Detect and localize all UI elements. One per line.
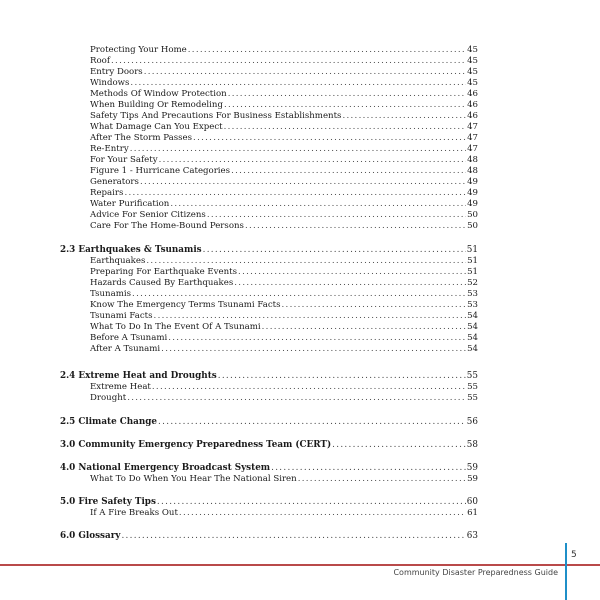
toc-entry-title: Repairs xyxy=(90,188,124,198)
toc-entry[interactable] xyxy=(90,508,478,519)
toc-entry-page: 55 xyxy=(467,382,478,392)
toc-entry-page: 51 xyxy=(466,245,478,255)
dot-leader xyxy=(342,111,466,122)
dot-leader xyxy=(234,278,466,289)
toc-entry-title: 2.4 Extreme Heat and Droughts xyxy=(60,371,217,381)
dot-leader xyxy=(158,417,466,428)
toc-entry[interactable] xyxy=(90,199,478,210)
toc-entry-page: 45 xyxy=(467,56,478,66)
toc-entry[interactable] xyxy=(90,177,478,188)
toc-entry[interactable] xyxy=(90,78,478,89)
toc-entry-title: 5.0 Fire Safety Tips xyxy=(60,497,156,507)
toc-entry-page: 47 xyxy=(467,133,478,143)
toc-entry[interactable] xyxy=(90,45,478,56)
toc-section-entry[interactable] xyxy=(60,371,478,382)
toc-entry-title: If A Fire Breaks Out xyxy=(90,508,178,518)
dot-leader xyxy=(152,382,466,393)
toc-entry-title: Extreme Heat xyxy=(90,382,151,392)
toc-entry-title: 3.0 Community Emergency Preparedness Team (CERT) xyxy=(60,440,332,450)
dot-leader xyxy=(130,144,466,155)
toc-entry-page: 50 xyxy=(467,221,478,231)
dot-leader xyxy=(245,221,466,232)
toc-entry-title: Methods Of Window Protection xyxy=(90,89,227,99)
toc-entry-page: 55 xyxy=(467,393,478,403)
dot-leader xyxy=(146,256,466,267)
dot-leader xyxy=(161,344,466,355)
dot-leader xyxy=(193,133,466,144)
page-number: 5 xyxy=(571,550,577,560)
toc-entry-title: Tsunamis xyxy=(90,289,132,299)
dot-leader xyxy=(179,508,466,519)
toc-entry-page: 49 xyxy=(467,177,478,187)
toc-entry-title: Before A Tsunami xyxy=(90,333,168,343)
toc-entry-page: 52 xyxy=(467,278,478,288)
toc-entry-title: Water Purification xyxy=(90,199,170,209)
dot-leader xyxy=(282,300,467,311)
dot-leader xyxy=(188,45,466,56)
toc-section-entry[interactable] xyxy=(60,440,478,451)
toc-entry[interactable] xyxy=(90,144,478,155)
dot-leader xyxy=(144,67,466,78)
toc-entry-title: 6.0 Glossary xyxy=(60,531,121,541)
toc-entry-page: 46 xyxy=(467,111,478,121)
toc-entry-title: Earthquakes xyxy=(90,256,146,266)
dot-leader xyxy=(224,100,466,111)
toc-entry-title: Safety Tips And Precautions For Business Establishments xyxy=(90,111,342,121)
toc-entry-page: 61 xyxy=(467,508,478,518)
toc-entry-page: 46 xyxy=(467,89,478,99)
toc-entry[interactable] xyxy=(90,333,478,344)
toc-entry-title: For Your Safety xyxy=(90,155,158,165)
dot-leader xyxy=(298,474,466,485)
toc-entry-title: What To Do In The Event Of A Tsunami xyxy=(90,322,261,332)
toc-section-entry[interactable] xyxy=(60,497,478,508)
toc-entry-title: After The Storm Passes xyxy=(90,133,193,143)
toc-entry[interactable] xyxy=(90,382,478,393)
toc-entry-page: 59 xyxy=(466,463,478,473)
dot-leader xyxy=(121,531,465,542)
dot-leader xyxy=(157,497,466,508)
toc-entry[interactable] xyxy=(90,122,478,133)
footer-rule xyxy=(0,564,600,566)
toc-entry-title: After A Tsunami xyxy=(90,344,161,354)
toc-section-entry[interactable] xyxy=(60,463,478,474)
toc-entry[interactable] xyxy=(90,322,478,333)
dot-leader xyxy=(140,177,466,188)
dot-leader xyxy=(127,393,466,404)
toc-entry[interactable] xyxy=(90,133,478,144)
toc-entry-page: 54 xyxy=(467,311,478,321)
toc-entry-page: 48 xyxy=(467,166,478,176)
toc-entry-page: 53 xyxy=(467,300,478,310)
dot-leader xyxy=(111,56,466,67)
toc-entry-page: 48 xyxy=(467,155,478,165)
toc-entry-page: 45 xyxy=(467,67,478,77)
toc-entry-title: 4.0 National Emergency Broadcast System xyxy=(60,463,271,473)
footer-document-title: Community Disaster Preparedness Guide xyxy=(393,568,558,577)
dot-leader xyxy=(231,166,466,177)
toc-entry[interactable] xyxy=(90,256,478,267)
dot-leader xyxy=(224,122,466,133)
toc-entry-title: Generators xyxy=(90,177,139,187)
toc-entry[interactable] xyxy=(90,166,478,177)
toc-entry-title: Know The Emergency Terms Tsunami Facts xyxy=(90,300,281,310)
dot-leader xyxy=(332,440,466,451)
toc-entry-title: Windows xyxy=(90,78,130,88)
toc-entry-page: 51 xyxy=(467,256,478,266)
toc-entry-title: What To Do When You Hear The National Siren xyxy=(90,474,297,484)
toc-entry-page: 49 xyxy=(467,199,478,209)
dot-leader xyxy=(228,89,466,100)
toc-entry-title: Drought xyxy=(90,393,127,403)
dot-leader xyxy=(218,371,466,382)
toc-entry-page: 53 xyxy=(467,289,478,299)
toc-entry[interactable] xyxy=(90,67,478,78)
toc-entry-title: Preparing For Earthquake Events xyxy=(90,267,238,277)
toc-entry-page: 47 xyxy=(467,122,478,132)
toc-entry-title: Hazards Caused By Earthquakes xyxy=(90,278,234,288)
toc-entry[interactable] xyxy=(90,289,478,300)
dot-leader xyxy=(262,322,466,333)
toc-entry-page: 54 xyxy=(467,333,478,343)
toc-entry-page: 50 xyxy=(467,210,478,220)
toc-entry[interactable] xyxy=(90,278,478,289)
toc-entry-page: 54 xyxy=(467,322,478,332)
toc-entry[interactable] xyxy=(90,344,478,355)
toc-entry-title: 2.5 Climate Change xyxy=(60,417,158,427)
toc-entry-title: Roof xyxy=(90,56,110,66)
toc-entry-title: When Building Or Remodeling xyxy=(90,100,223,110)
dot-leader xyxy=(170,199,466,210)
dot-leader xyxy=(132,289,466,300)
dot-leader xyxy=(271,463,466,474)
dot-leader xyxy=(124,188,466,199)
toc-entry-page: 56 xyxy=(466,417,478,427)
toc-entry-title: 2.3 Earthquakes & Tsunamis xyxy=(60,245,202,255)
toc-entry-title: Tsunami Facts xyxy=(90,311,153,321)
toc-entry-page: 60 xyxy=(466,497,478,507)
toc-entry[interactable] xyxy=(90,300,478,311)
footer-accent-line xyxy=(565,543,567,600)
toc-entry-page: 49 xyxy=(467,188,478,198)
dot-leader xyxy=(203,245,466,256)
toc-section-entry[interactable] xyxy=(60,531,478,542)
toc-entry[interactable] xyxy=(90,474,478,485)
toc-entry[interactable] xyxy=(90,210,478,221)
toc-entry[interactable] xyxy=(90,56,478,67)
toc-entry-title: Figure 1 - Hurricane Categories xyxy=(90,166,231,176)
toc-entry-page: 46 xyxy=(467,100,478,110)
toc-entry[interactable] xyxy=(90,221,478,232)
toc-entry-page: 59 xyxy=(467,474,478,484)
toc-entry[interactable] xyxy=(90,393,478,404)
dot-leader xyxy=(159,155,466,166)
dot-leader xyxy=(207,210,466,221)
toc-entry-page: 63 xyxy=(466,531,478,541)
toc-entry-page: 58 xyxy=(466,440,478,450)
toc-entry[interactable] xyxy=(90,155,478,166)
toc-section-entry[interactable] xyxy=(60,417,478,428)
toc-entry[interactable] xyxy=(90,89,478,100)
toc-entry[interactable] xyxy=(90,111,478,122)
toc-section-entry[interactable] xyxy=(60,245,478,256)
toc-entry-page: 54 xyxy=(467,344,478,354)
toc-entry-title: Re-Entry xyxy=(90,144,129,154)
toc-entry-page: 47 xyxy=(467,144,478,154)
toc-entry[interactable] xyxy=(90,267,478,278)
dot-leader xyxy=(154,311,467,322)
toc-entry-page: 55 xyxy=(466,371,478,381)
toc-entry-title: Advice For Senior Citizens xyxy=(90,210,206,220)
dot-leader xyxy=(168,333,466,344)
toc-entry-title: Care For The Home-Bound Persons xyxy=(90,221,244,231)
toc-entry-page: 45 xyxy=(467,45,478,55)
toc-entry-page: 51 xyxy=(467,267,478,277)
toc-entry-title: Protecting Your Home xyxy=(90,45,187,55)
toc-entry[interactable] xyxy=(90,100,478,111)
toc-entry[interactable] xyxy=(90,188,478,199)
dot-leader xyxy=(130,78,466,89)
dot-leader xyxy=(238,267,466,278)
toc-entry-title: What Damage Can You Expect xyxy=(90,122,223,132)
toc-entry-page: 45 xyxy=(467,78,478,88)
toc-entry[interactable] xyxy=(90,311,478,322)
toc-entry-title: Entry Doors xyxy=(90,67,143,77)
